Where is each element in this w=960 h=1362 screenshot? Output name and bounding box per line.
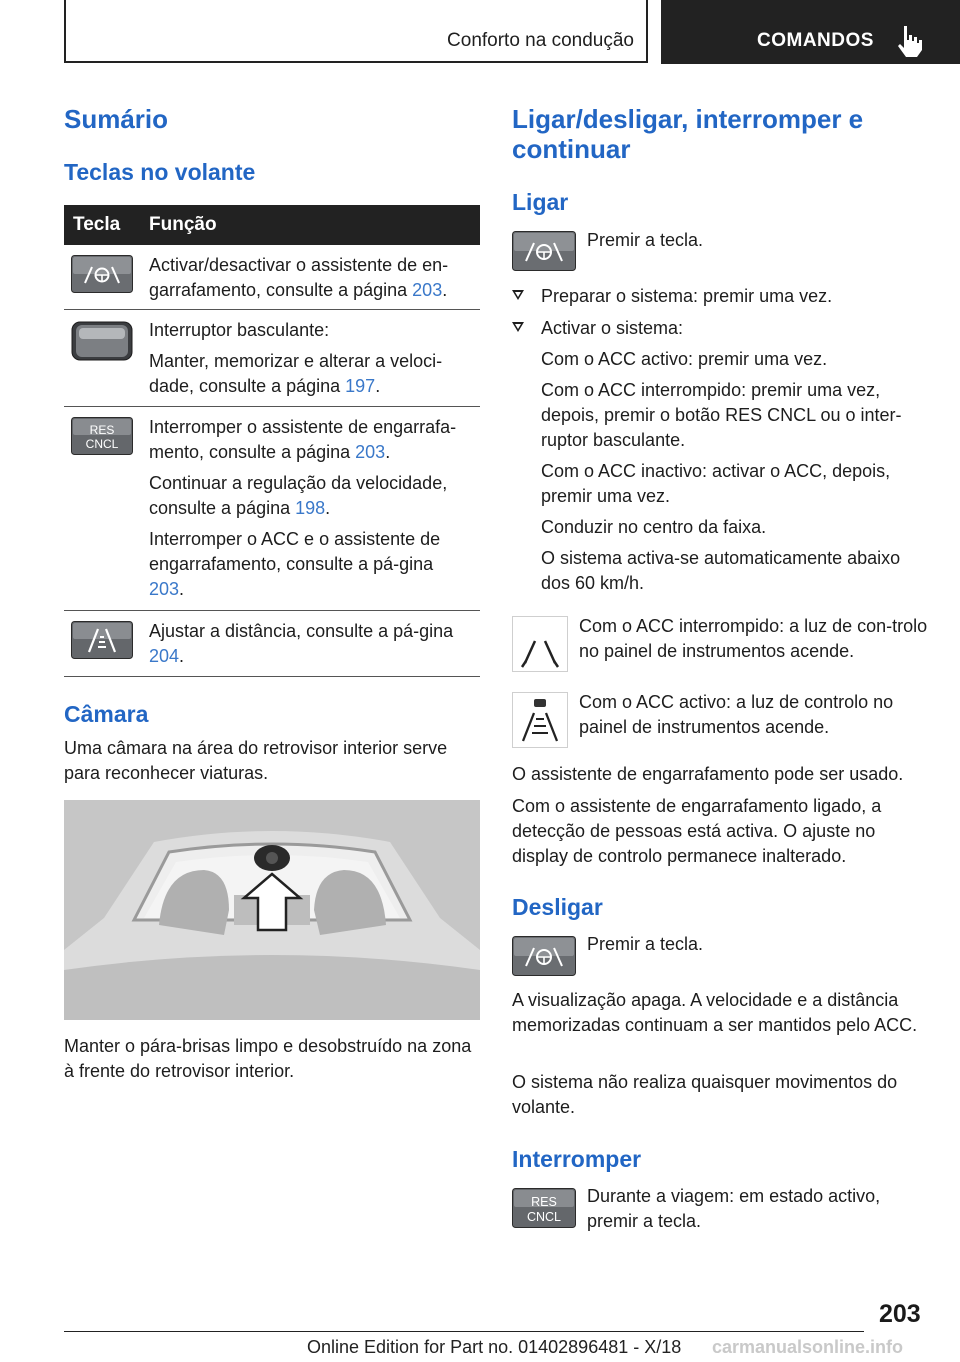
svg-text:RES: RES (89, 423, 115, 437)
heading-interromper: Interromper (512, 1146, 642, 1172)
paragraph: O sistema não realiza quaisquer movimentos do volante. (512, 1072, 898, 1117)
header-section-title: Conforto na condução (447, 30, 634, 51)
footer-divider (64, 1331, 864, 1332)
interromper-text: Durante a viagem: em estado activo, premir a tecla. (587, 1186, 881, 1231)
list-item-text: Activar o sistema: (541, 318, 684, 338)
row-function-text: Interruptor basculante: (149, 320, 330, 340)
indicator-interrupted-text: Com o ACC interrompido: a luz de con-trolo no painel de instrumentos acende. (579, 616, 928, 661)
steering-wheel-assist-key-icon (512, 231, 576, 276)
table-row (64, 245, 480, 310)
steering-wheel-assist-key-icon (512, 936, 576, 981)
page-link[interactable]: 203 (412, 280, 443, 300)
edition-text: Online Edition for Part no. 01402896481 - X/18 (307, 1337, 682, 1357)
desligar-key-text: Premir a tecla. (587, 934, 704, 954)
row-function-text: Activar/desactivar o assistente de en-garrafamento, consulte a página 203. (149, 255, 449, 300)
svg-text:CNCL: CNCL (526, 1210, 562, 1224)
indicator-active-text: Com o ACC activo: a luz de controlo no painel de instrumentos acende. (579, 692, 894, 737)
camera-location-illustration (64, 800, 480, 1020)
row-function-text: Manter, memorizar e alterar a veloci-dade, consulte a página 197. (149, 351, 443, 396)
paragraph: O assistente de engarrafamento pode ser usado. (512, 764, 904, 784)
header-chapter-tab[interactable] (661, 0, 960, 64)
watermark: carmanualsonline.info (712, 1337, 904, 1357)
list-item-text: Com o ACC activo: premir uma vez. (541, 349, 828, 369)
page-link[interactable]: 204 (149, 646, 180, 666)
page-link[interactable]: 197 (345, 376, 376, 396)
row-function-text: Interromper o assistente de engarrafa-mento, consulte a página 203. (149, 417, 457, 462)
table-header (64, 205, 480, 245)
table-header-key: Tecla (73, 214, 121, 235)
section-title: Ligar/desligar, interromper e continuar (512, 104, 864, 164)
list-item-text: Com o ACC interrompido: premir uma vez, depois, premir o botão RES CNCL ou o inter-ruptor basculante. (541, 380, 902, 450)
rocker-switch-icon (71, 321, 133, 359)
row-function-text: Ajustar a distância, consulte a pá-gina 204. (149, 621, 454, 666)
page-title: Sumário (64, 104, 169, 134)
row-function-text: Continuar a regulação da velocidade, consulte a página 198. (149, 473, 448, 518)
res-cncl-key-icon (512, 1188, 576, 1233)
list-item-text: Preparar o sistema: premir uma vez. (541, 286, 833, 306)
page-link[interactable]: 203 (355, 442, 386, 462)
paragraph: Com o assistente de engarrafamento ligado, a detecção de pessoas está activa. O ajuste no display de controlo permanece inalterado. (512, 796, 882, 866)
page-number: 203 (879, 1300, 921, 1328)
lane-lines-indicator-icon (512, 616, 568, 672)
ligar-key-text: Premir a tecla. (587, 230, 704, 250)
camera-caption: Manter o pára-brisas limpo e desobstruído na zona à frente do retrovisor interior. (64, 1036, 472, 1081)
distance-key-icon (71, 621, 133, 659)
section-heading-camera: Câmara (64, 701, 149, 727)
triangle-bullet-icon (512, 322, 524, 332)
list-item (512, 284, 932, 315)
triangle-bullet-icon (512, 290, 524, 300)
heading-ligar: Ligar (512, 189, 569, 215)
paragraph: A visualização apaga. A velocidade e a distância memorizadas continuam a ser mantidos pelo ACC. (512, 990, 918, 1035)
pointing-hand-icon (894, 24, 924, 58)
list-item-text: Com o ACC inactivo: activar o ACC, depois, premir uma vez. (541, 461, 891, 506)
section-heading-keys: Teclas no volante (64, 159, 256, 185)
acc-active-indicator-icon (512, 692, 568, 748)
table-row (64, 310, 480, 407)
table-header-function: Função (149, 214, 217, 235)
camera-description: Uma câmara na área do retrovisor interior serve para reconhecer viaturas. (64, 738, 448, 783)
header-chapter-label: COMANDOS (757, 30, 874, 51)
page-link[interactable]: 198 (295, 498, 326, 518)
page-link[interactable]: 203 (149, 579, 180, 599)
list-item-text: Conduzir no centro da faixa. (541, 517, 767, 537)
row-function-text: Interromper o ACC e o assistente de engarrafamento, consulte a pá-gina 203. (149, 529, 441, 599)
list-item (512, 316, 932, 602)
svg-text:CNCL: CNCL (85, 437, 119, 451)
keys-table (64, 205, 480, 677)
steering-wheel-assist-key-icon (71, 255, 133, 293)
svg-text:RES: RES (531, 1195, 557, 1209)
table-row (64, 407, 480, 611)
heading-desligar: Desligar (512, 894, 603, 920)
res-cncl-key-icon (71, 417, 133, 455)
list-item-text: O sistema activa-se automaticamente abaixo dos 60 km/h. (541, 548, 901, 593)
table-row (64, 611, 480, 677)
